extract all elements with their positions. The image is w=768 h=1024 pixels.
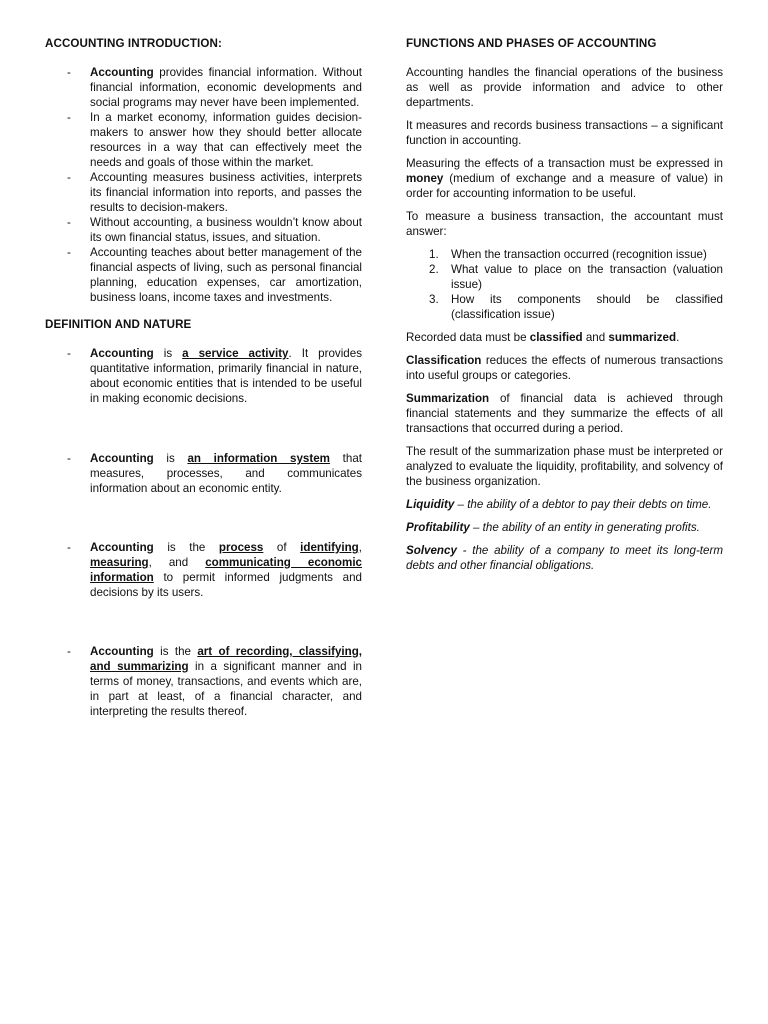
list-item: 2. What value to place on the transaction (valuation issue)	[429, 263, 723, 291]
definition-item: - Accounting is the art of recording, classifying, and summarizing in a significant manner and in terms of money, transactions, and events which are, in part at least, of a financial character, and interpreting the results thereof.	[45, 644, 362, 719]
list-item: - Accounting provides financial information. Without financial information, economic developments and social programs may never have been implemented.	[45, 65, 362, 110]
list-item: 3. How its components should be classified (classification issue)	[429, 293, 723, 321]
functions-heading: FUNCTIONS AND PHASES OF ACCOUNTING	[406, 37, 657, 50]
definition-item: - Accounting is the process of identifying, measuring, and communicating economic information to permit informed judgments and decisions by its users.	[45, 540, 362, 600]
left-column	[45, 36, 362, 719]
definition-item: - Accounting is an information system that measures, processes, and communicates information about an economic entity.	[45, 451, 362, 496]
paragraph: Recorded data must be classified and summarized.	[406, 331, 680, 344]
intro-heading: ACCOUNTING INTRODUCTION:	[45, 37, 222, 50]
intro-list	[45, 65, 362, 305]
paragraph: Summarization of financial data is achieved through financial statements and they summarize the effects of all transactions that occurred during a period.	[406, 392, 723, 435]
list-item: - Accounting measures business activities, interprets its financial information into reports, and passes the results to decision-makers.	[45, 170, 362, 215]
list-item: - In a market economy, information guides decision-makers to answer how they should better allocate resources in a way that can effectively meet the needs and goals of those within the market.	[45, 110, 362, 170]
definition-list	[45, 346, 362, 719]
paragraph: Measuring the effects of a transaction must be expressed in money (medium of exchange and a measure of value) in order for accounting information to be useful.	[406, 157, 723, 200]
profitability-definition: Profitability – the ability of an entity in generating profits.	[406, 521, 700, 534]
paragraph: Classification reduces the effects of numerous transactions into useful groups or categories.	[406, 354, 723, 382]
paragraph: Accounting handles the financial operations of the business as well as provide information and advice to other departments.	[406, 66, 723, 109]
list-item: - Accounting teaches about better management of the financial aspects of living, such as personal financial planning, education expenses, car amortization, business loans, income taxes and investments.	[45, 245, 362, 305]
paragraph: It measures and records business transactions – a significant function in accounting.	[406, 119, 723, 147]
paragraph: The result of the summarization phase must be interpreted or analyzed to evaluate the liquidity, profitability, and solvency of the business organization.	[406, 445, 723, 488]
paragraph: To measure a business transaction, the accountant must answer:	[406, 210, 723, 238]
right-column	[406, 36, 723, 581]
list-item: - Without accounting, a business wouldn’t know about its own financial status, issues, and situation.	[45, 215, 362, 245]
definition-heading: DEFINITION AND NATURE	[45, 318, 192, 331]
solvency-definition: Solvency - the ability of a company to meet its long-term debts and other financial obligations.	[406, 544, 723, 572]
definition-item: - Accounting is a service activity. It provides quantitative information, primarily financial in nature, about economic entities that is intended to be useful in making economic decisions.	[45, 346, 362, 406]
list-item: 1. When the transaction occurred (recognition issue)	[429, 248, 707, 261]
liquidity-definition: Liquidity – the ability of a debtor to pay their debts on time.	[406, 498, 712, 511]
numbered-list	[406, 247, 723, 322]
